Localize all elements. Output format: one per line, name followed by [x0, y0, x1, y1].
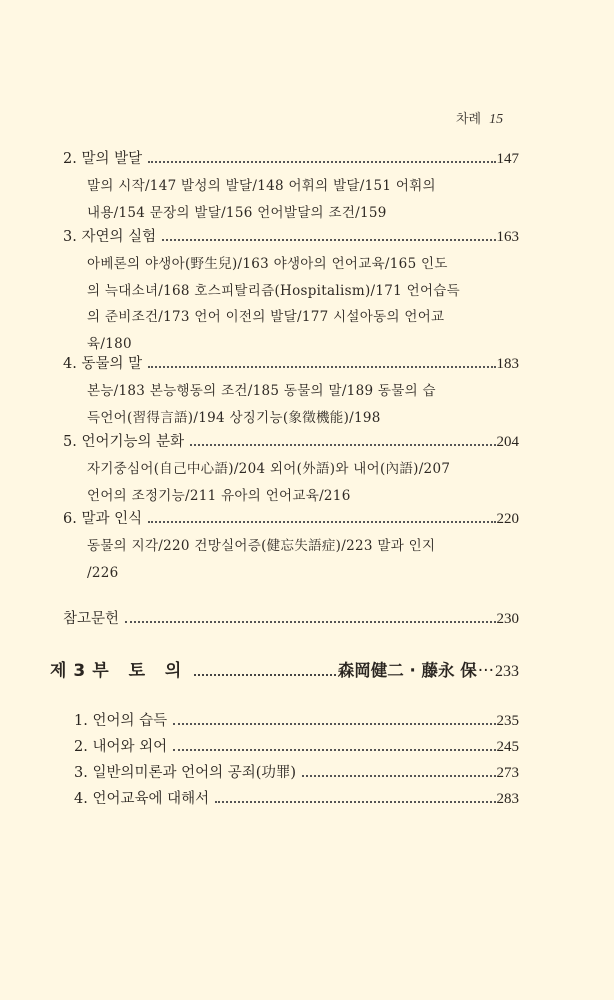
dot-leader — [302, 775, 495, 777]
toc-entry-title: 4. 언어교육에 대해서 — [74, 791, 210, 807]
subentry-line: 동물의 지각/220 건망실어증(健忘失語症)/223 말과 인지 — [87, 538, 436, 554]
toc-subentries-chapter-3 — [87, 251, 519, 357]
subentry-line: 육/180 — [87, 335, 132, 352]
toc-entry-chapter-2[interactable] — [63, 149, 519, 169]
part-page: 233 — [495, 663, 519, 680]
toc-entry-title: 2. 말의 발달 — [63, 151, 143, 167]
toc-entry-page: 230 — [496, 611, 519, 627]
dot-leader-short: ··· — [477, 661, 494, 681]
toc-entry-page: 283 — [496, 791, 519, 807]
toc-entry-title: 6. 말과 인식 — [63, 511, 143, 527]
toc-subentries-chapter-6 — [87, 533, 519, 586]
toc-entry-part3-1[interactable] — [74, 711, 519, 731]
dot-leader — [194, 674, 335, 676]
subentry-line: 내용/154 문장의 발달/156 언어발달의 조건/159 — [87, 204, 387, 221]
toc-entry-page: 273 — [496, 765, 519, 781]
toc-entry-title: 4. 동물의 말 — [63, 356, 143, 372]
dot-leader — [162, 239, 495, 241]
toc-subentries-chapter-2 — [87, 173, 519, 226]
running-head-label: 차례 — [456, 112, 482, 127]
toc-entry-title: 3. 자연의 실험 — [63, 229, 157, 245]
toc-entry-part3-4[interactable] — [74, 789, 519, 809]
page-number: 15 — [489, 112, 504, 127]
subentry-line: 아베론의 야생아(野生兒)/163 야생아의 언어교육/165 인도 — [87, 256, 448, 272]
toc-part-3-heading[interactable] — [50, 656, 519, 681]
toc-entry-title: 참고문헌 — [63, 611, 120, 627]
toc-subentries-chapter-4 — [87, 378, 519, 431]
toc-entry-title: 1. 언어의 습득 — [74, 713, 168, 729]
subentry-line: /226 — [87, 564, 119, 581]
part-title: 제3부 토 의 — [50, 661, 189, 681]
toc-entry-part3-3[interactable] — [74, 763, 519, 783]
toc-entry-page: 204 — [496, 434, 519, 450]
toc-entry-page: 245 — [496, 739, 519, 755]
toc-entry-chapter-6[interactable] — [63, 509, 519, 529]
toc-entry-title: 3. 일반의미론과 언어의 공죄(功罪) — [74, 765, 297, 781]
toc-subentries-chapter-5 — [87, 456, 519, 509]
toc-entry-page: 183 — [496, 356, 519, 372]
subentry-line: 본능/183 본능행동의 조건/185 동물의 말/189 동물의 습 — [87, 383, 436, 399]
dot-leader — [148, 521, 495, 523]
dot-leader — [190, 444, 495, 446]
part-authors: 森岡健二 · 藤永 保 — [337, 661, 477, 680]
dot-leader — [125, 621, 495, 623]
dot-leader — [173, 749, 495, 751]
subentry-line: 의 준비조건/173 언어 이전의 발달/177 시설아동의 언어교 — [87, 309, 445, 326]
running-head — [456, 108, 503, 128]
dot-leader — [148, 161, 495, 163]
toc-entry-chapter-3[interactable] — [63, 227, 519, 247]
subentry-line: 자기중심어(自己中心語)/204 외어(外語)와 내어(內語)/207 — [87, 461, 451, 477]
dot-leader — [148, 366, 495, 368]
toc-entry-page: 235 — [496, 713, 519, 729]
subentry-line: 의 늑대소녀/168 호스피탈리즘(Hospitalism)/171 언어습득 — [87, 282, 460, 299]
toc-entry-part3-2[interactable] — [74, 737, 519, 757]
toc-entry-page: 220 — [496, 511, 519, 527]
dot-leader — [173, 723, 495, 725]
toc-entry-title: 2. 내어와 외어 — [74, 739, 168, 755]
subentry-line: 득언어(習得言語)/194 상징기능(象徵機能)/198 — [87, 409, 381, 426]
toc-entry-chapter-4[interactable] — [63, 354, 519, 374]
subentry-line: 말의 시작/147 발성의 발달/148 어휘의 발달/151 어휘의 — [87, 178, 436, 194]
toc-entry-references[interactable] — [63, 609, 519, 629]
toc-entry-title: 5. 언어기능의 분화 — [63, 434, 185, 450]
dot-leader — [215, 801, 495, 803]
toc-entry-chapter-5[interactable] — [63, 432, 519, 452]
toc-entry-page: 147 — [496, 151, 519, 167]
toc-entry-page: 163 — [496, 229, 519, 245]
subentry-line: 언어의 조정기능/211 유아의 언어교육/216 — [87, 487, 351, 504]
